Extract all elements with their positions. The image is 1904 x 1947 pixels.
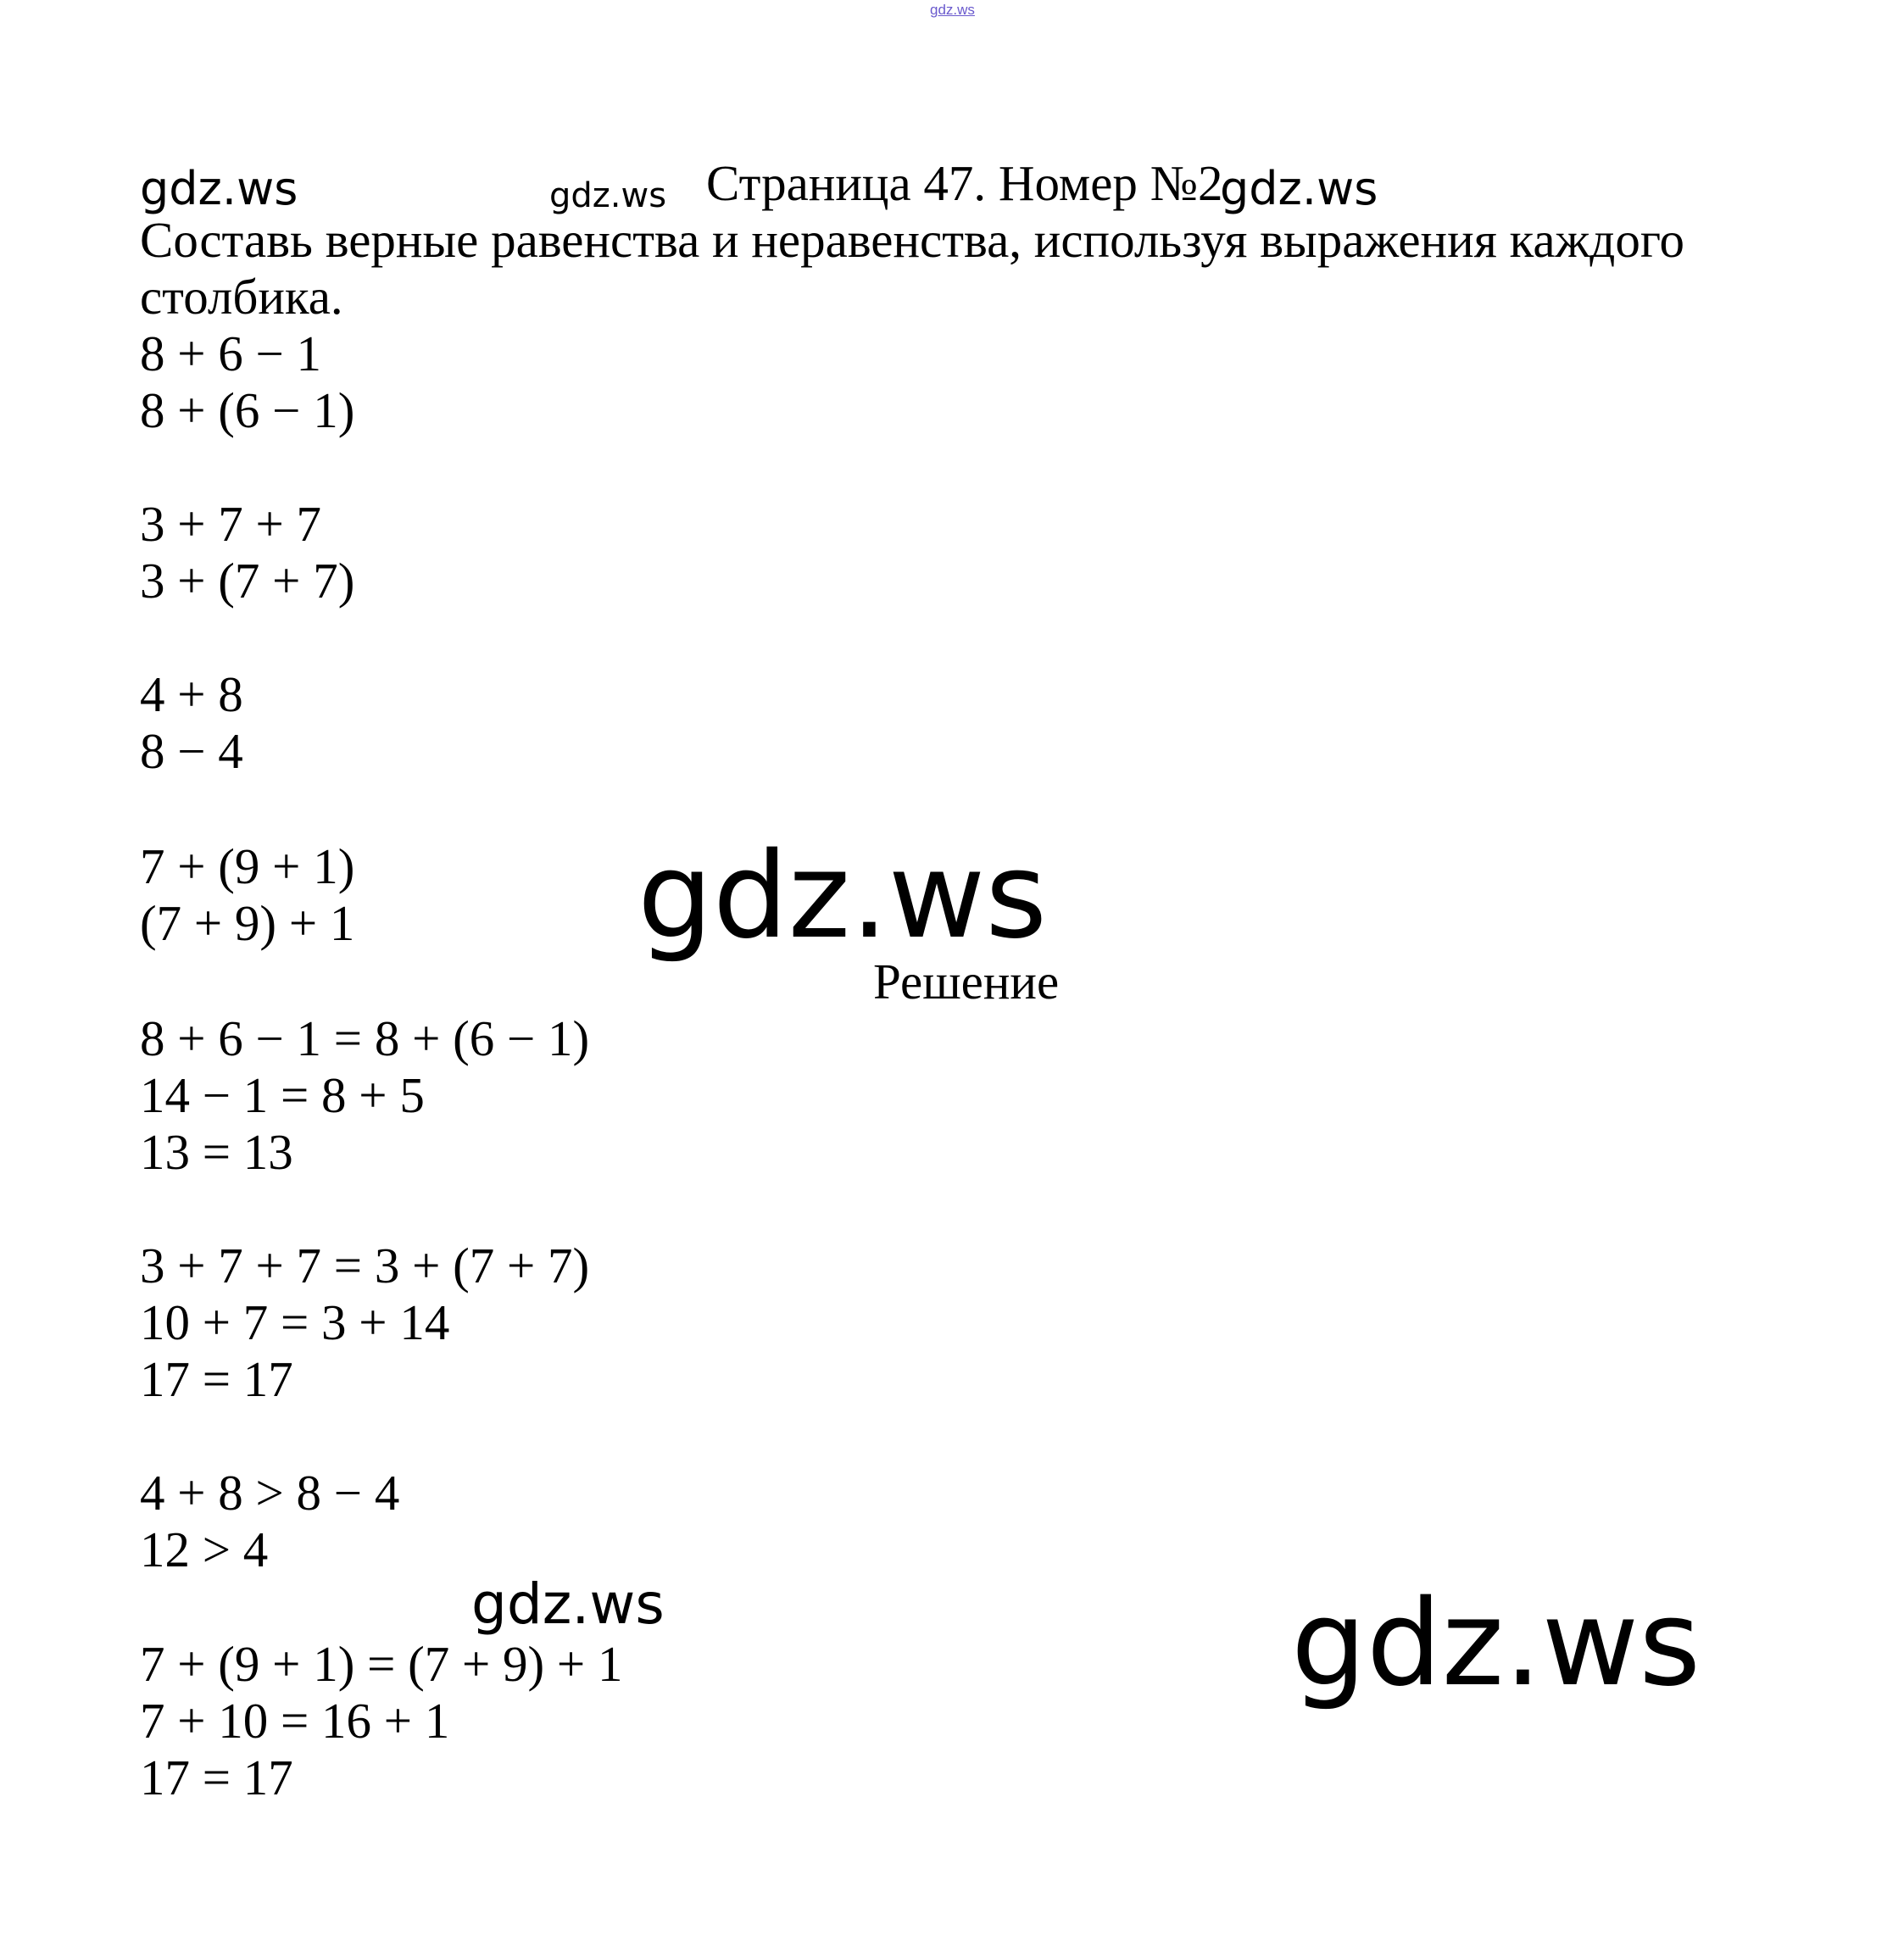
expression-line: 7 + (9 + 1): [140, 838, 355, 894]
watermark-bottom-mid: gdz.ws: [471, 1572, 665, 1637]
expression-line: 3 + 7 + 7: [140, 496, 322, 552]
solution-line: 8 + 6 − 1 = 8 + (6 − 1): [140, 1010, 590, 1066]
expression-line: 8 − 4: [140, 723, 243, 779]
watermark-center-large: gdz.ws: [637, 827, 1048, 965]
solution-line: 13 = 13: [140, 1124, 293, 1180]
solution-group-2: [140, 1238, 589, 1408]
watermark-header-left: gdz.ws: [140, 162, 298, 215]
watermark-bottom-right-large: gdz.ws: [1291, 1575, 1701, 1713]
solution-group-4: [140, 1636, 622, 1806]
solution-line: 7 + (9 + 1) = (7 + 9) + 1: [140, 1636, 623, 1692]
expression-line: 8 + (6 − 1): [140, 382, 355, 438]
page-title: Страница 47. Номер №2: [706, 155, 1223, 211]
expression-group-1: [140, 325, 354, 439]
expression-line: (7 + 9) + 1: [140, 895, 355, 951]
solution-line: 10 + 7 = 3 + 14: [140, 1294, 450, 1350]
solution-group-3: [140, 1465, 399, 1578]
solution-group-1: [140, 1010, 589, 1181]
task-line-1: Составь верные равенства и неравенства, используя выражения каждого: [140, 212, 1685, 268]
task-line-2: столбика.: [140, 269, 343, 325]
expression-line: 8 + 6 − 1: [140, 325, 322, 381]
solution-line: 3 + 7 + 7 = 3 + (7 + 7): [140, 1238, 590, 1293]
expression-line: 4 + 8: [140, 666, 243, 722]
expression-group-3: [140, 666, 243, 780]
solution-line: 14 − 1 = 8 + 5: [140, 1067, 425, 1123]
watermark-top-link[interactable]: gdz.ws: [930, 2, 975, 18]
solution-line: 12 > 4: [140, 1521, 269, 1577]
solution-line: 17 = 17: [140, 1750, 293, 1805]
task-text: [140, 212, 1684, 325]
solution-heading: Решение: [873, 954, 1060, 1010]
watermark-header-mid: gdz.ws: [549, 176, 667, 215]
solution-line: 4 + 8 > 8 − 4: [140, 1465, 400, 1521]
expression-group-4: [140, 838, 354, 952]
solution-line: 17 = 17: [140, 1351, 293, 1407]
solution-line: 7 + 10 = 16 + 1: [140, 1693, 450, 1749]
expression-line: 3 + (7 + 7): [140, 553, 355, 609]
expression-group-2: [140, 496, 354, 609]
watermark-header-right: gdz.ws: [1220, 162, 1378, 215]
